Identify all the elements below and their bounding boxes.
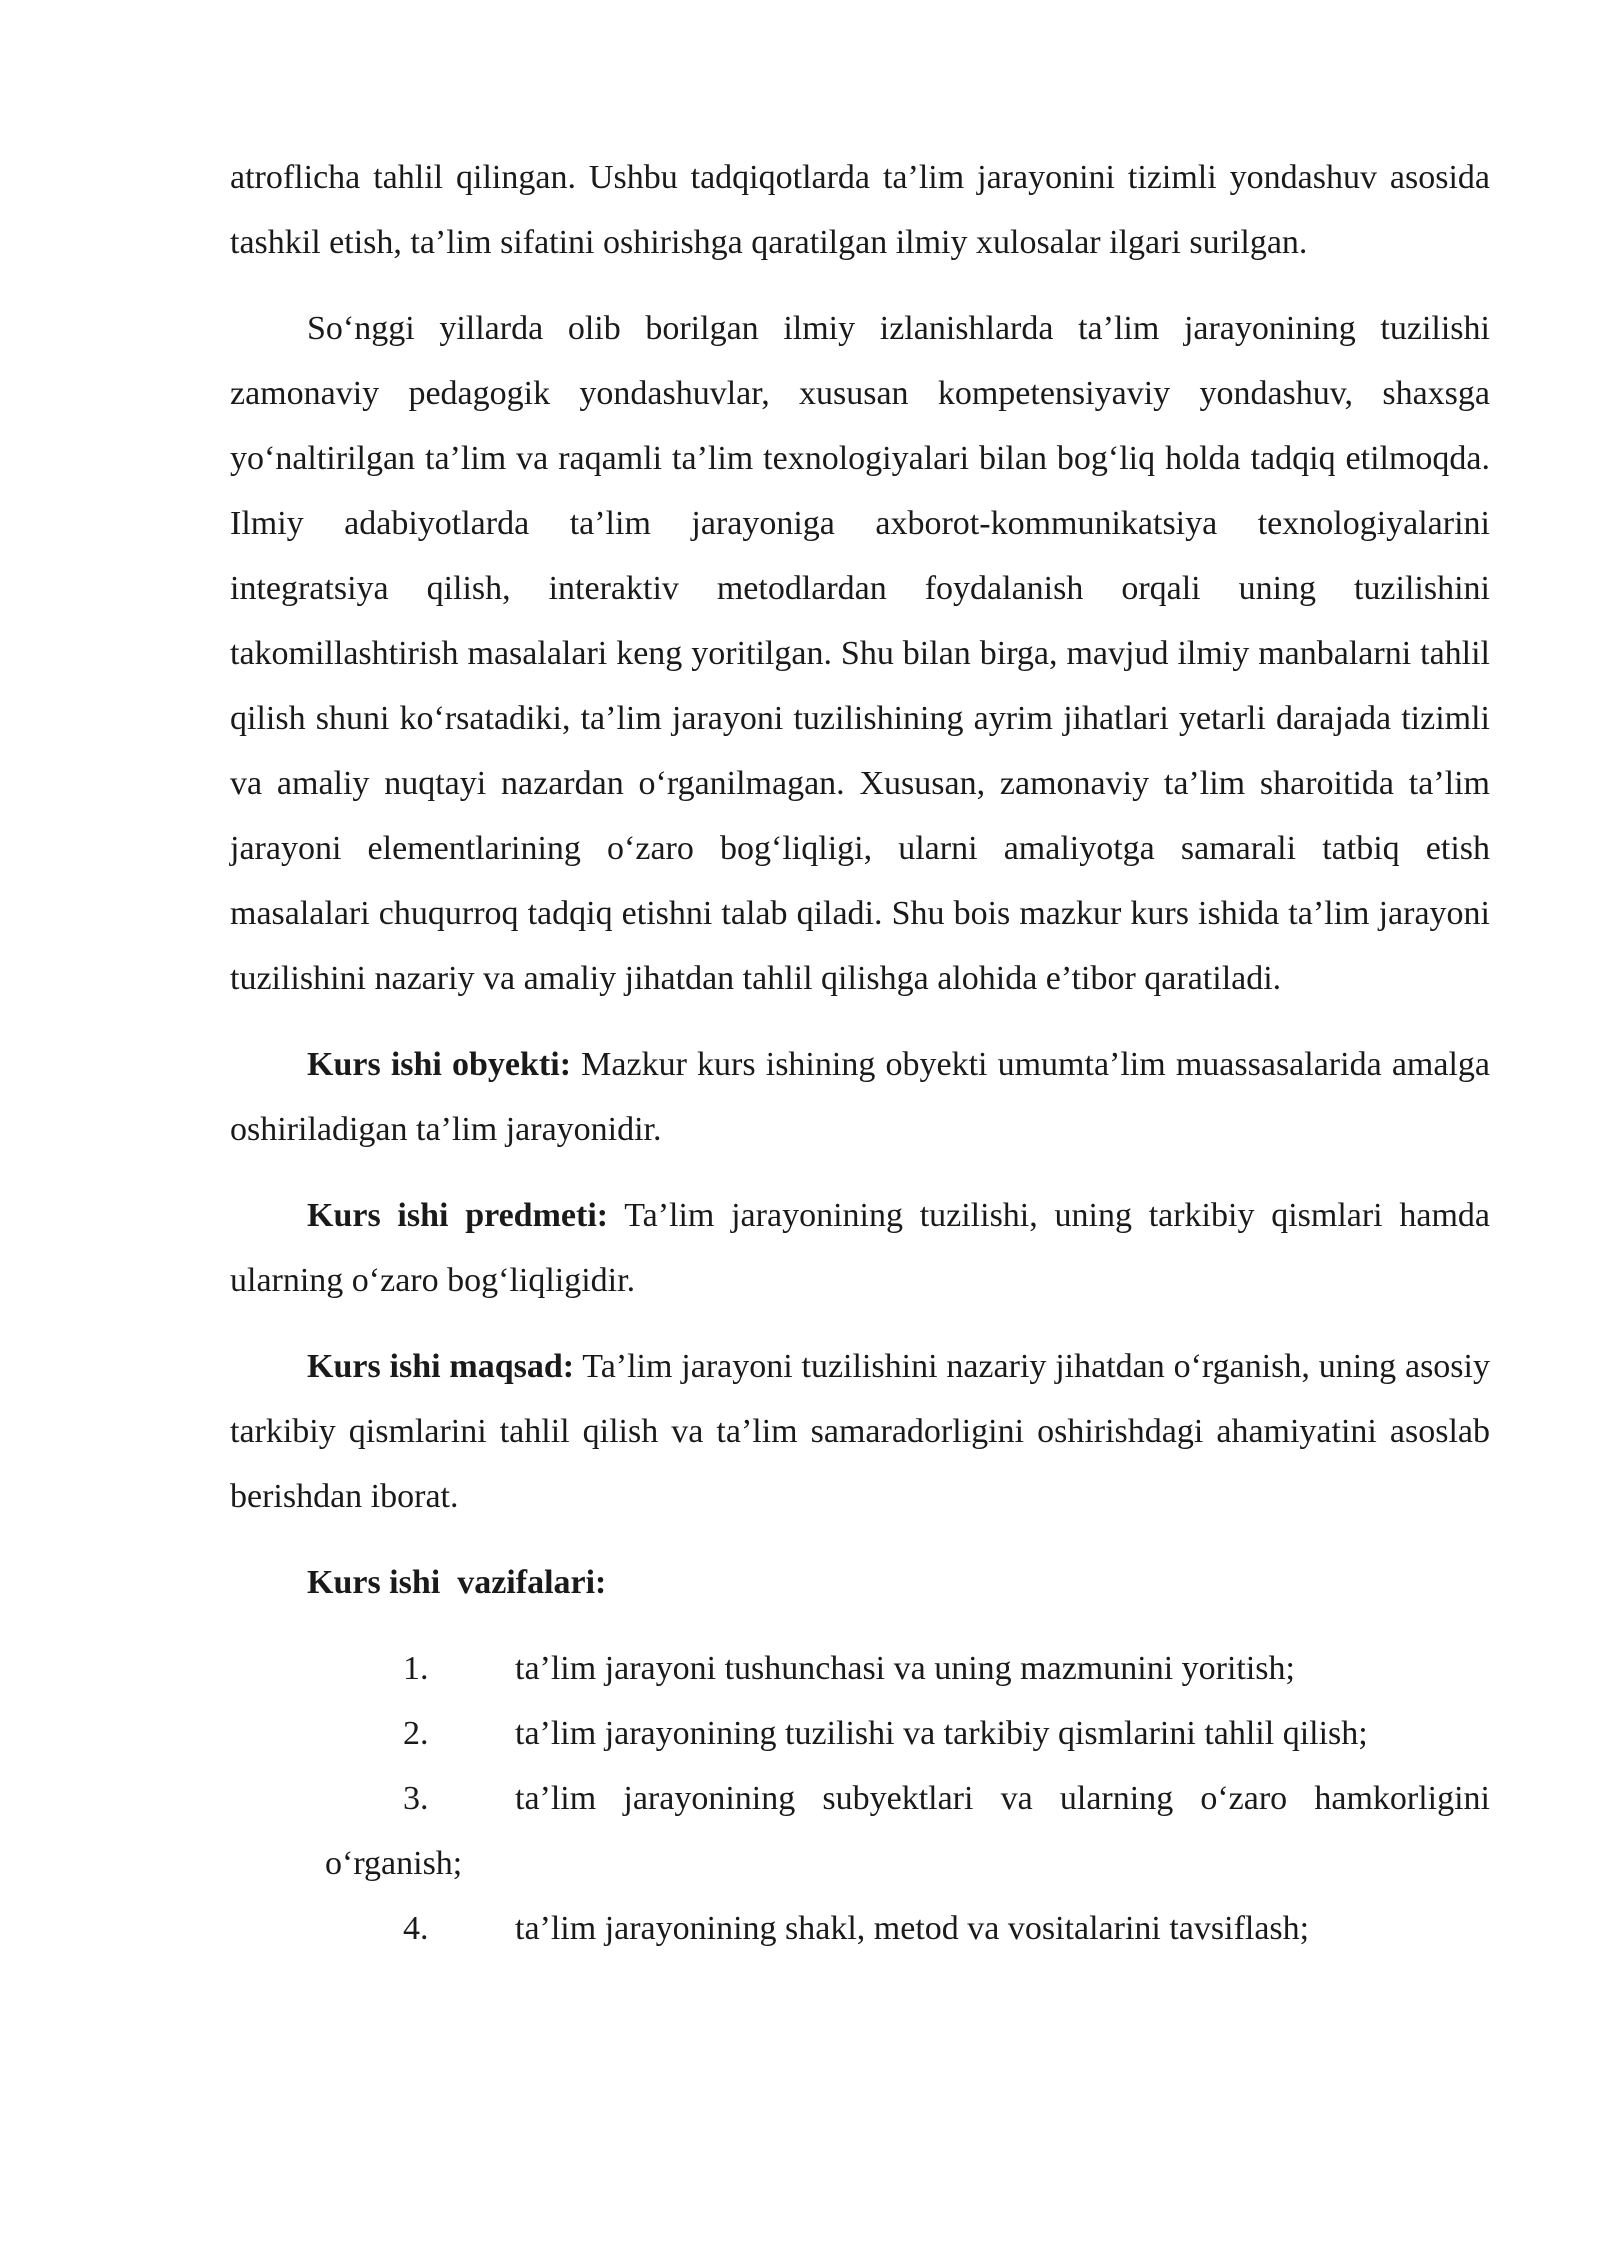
paragraph-intro: atroflicha tahlil qilingan. Ushbu tadqiqotlarda ta’lim jarayonini tizimli yondashuv asosida tashkil etish, ta’lim sifatini oshirishga qaratilgan ilmiy xulosalar ilgari surilgan. xyxy=(230,159,1490,261)
tasks-heading: Kurs ishi vazifalari: xyxy=(307,1564,607,1601)
paragraph-subject xyxy=(230,1183,1490,1313)
list-item-text-continued: o‘rganish; xyxy=(325,1845,463,1882)
list-item-number: 2. xyxy=(403,1715,429,1752)
list-item-text: ta’lim jarayonining subyektlari va ularning o‘zaro hamkorligini xyxy=(515,1780,1490,1817)
list-item xyxy=(230,1896,1490,1961)
list-item-number: 3. xyxy=(403,1780,429,1817)
goal-text: Ta’lim jarayoni tuzilishini nazariy jihatdan o‘rganish, uning asosiy tarkibiy qismlarini tahlil qilish va ta’lim samaradorligini oshirishdagi ahamiyatini asoslab berishdan iborat. xyxy=(230,1348,1490,1515)
list-item-number: 4. xyxy=(403,1910,429,1947)
list-item xyxy=(230,1766,1490,1896)
object-text: Mazkur kurs ishining obyekti umumta’lim muassasalarida amalga oshiriladigan ta’lim jarayonidir. xyxy=(230,1046,1490,1148)
subject-label: Kurs ishi predmeti: xyxy=(307,1197,609,1234)
list-item xyxy=(230,1701,1490,1766)
goal-label: Kurs ishi maqsad: xyxy=(307,1348,575,1385)
list-item-text: ta’lim jarayoni tushunchasi va uning mazmunini yoritish; xyxy=(515,1650,1295,1687)
list-item xyxy=(230,1636,1490,1701)
paragraph-object xyxy=(230,1032,1490,1162)
tasks-list xyxy=(230,1636,1490,1961)
list-item-text: ta’lim jarayonining tuzilishi va tarkibiy qismlarini tahlil qilish; xyxy=(515,1715,1368,1752)
document-page xyxy=(230,145,1490,1961)
paragraph-goal xyxy=(230,1334,1490,1529)
list-item-text: ta’lim jarayonining shakl, metod va vositalarini tavsiflash; xyxy=(515,1910,1310,1947)
paragraph-research: So‘nggi yillarda olib borilgan ilmiy izlanishlarda ta’lim jarayonining tuzilishi zamonaviy pedagogik yondashuvlar, xususan kompetensiyaviy yondashuv, shaxsga yo‘naltirilgan ta’lim va raqamli ta’lim texnologiyalari bilan bog‘liq holda tadqiq etilmoqda. Ilmiy adabiyotlarda ta’lim jarayoniga axborot-kommunikatsiya texnologiyalarini integratsiya qilish, interaktiv metodlardan foydalanish orqali uning tuzilishini takomillashtirish masalalari keng yoritilgan. Shu bilan birga, mavjud ilmiy manbalarni tahlil qilish shuni ko‘rsatadiki, ta’lim jarayoni tuzilishining ayrim jihatlari yetarli darajada tizimli va amaliy nuqtayi nazardan o‘rganilmagan. Xususan, zamonaviy ta’lim sharoitida ta’lim jarayoni elementlarining o‘zaro bog‘liqligi, ularni amaliyotga samarali tatbiq etish masalalari chuqurroq tadqiq etishni talab qiladi. Shu bois mazkur kurs ishida ta’lim jarayoni tuzilishini nazariy va amaliy jihatdan tahlil qilishga alohida e’tibor qaratiladi. xyxy=(230,310,1490,997)
object-label: Kurs ishi obyekti: xyxy=(307,1046,572,1083)
subject-text: Ta’lim jarayonining tuzilishi, uning tarkibiy qismlari hamda ularning o‘zaro bog‘liqligidir. xyxy=(230,1197,1490,1299)
list-item-number: 1. xyxy=(403,1650,429,1687)
